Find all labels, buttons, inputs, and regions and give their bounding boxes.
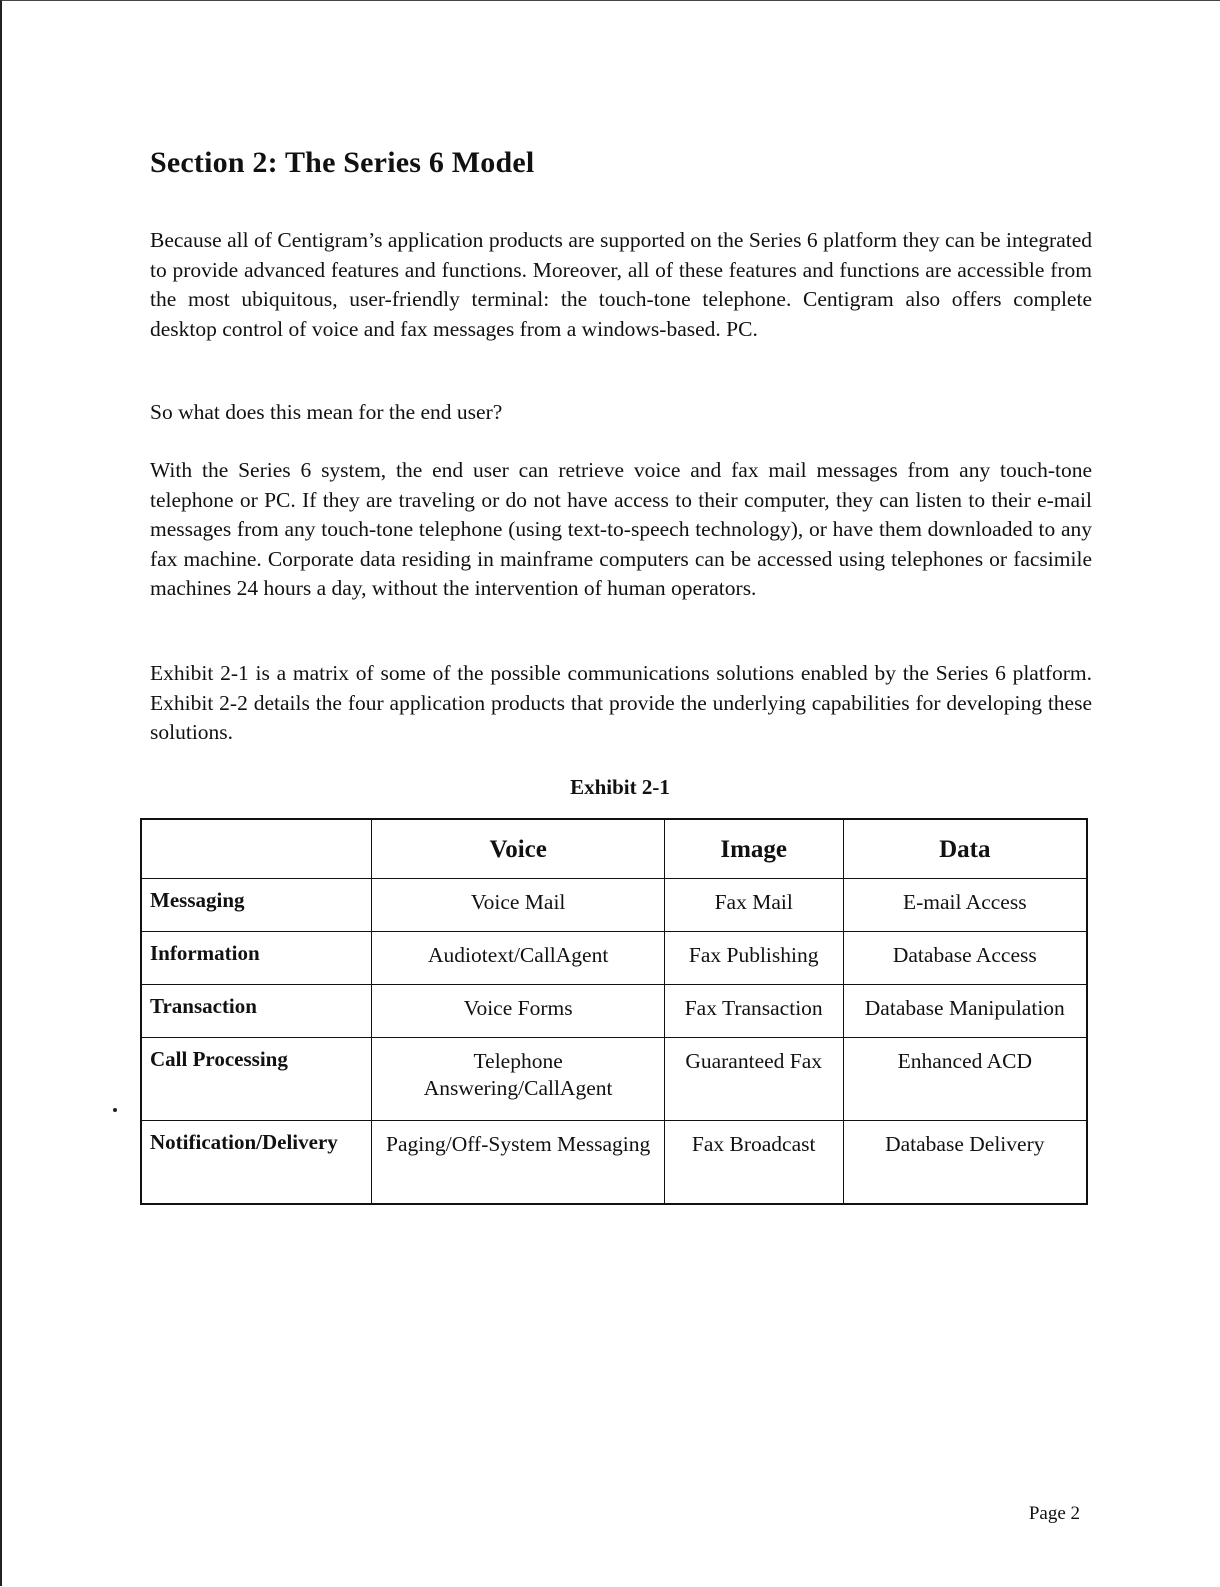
table-row: [141, 879, 1087, 932]
cell-voice: Voice Mail: [372, 879, 664, 932]
scan-speck: [113, 1108, 117, 1112]
paragraph-intro: Because all of Centigram’s application products are supported on the Series 6 platform they can be integrated to provide advanced features and functions. Moreover, all of these features and functions are accessible from the most ubiquitous, user-friendly terminal: the touch-tone telephone. Centigram also offers complete desktop control of voice and fax messages from a windows-based. PC.: [150, 228, 1092, 341]
cell-data: Database Manipulation: [843, 985, 1087, 1038]
row-label-information: Information: [141, 932, 372, 985]
paragraph-question: So what does this mean for the end user?: [150, 400, 503, 424]
cell-image: Fax Mail: [664, 879, 843, 932]
row-label-call-processing: Call Processing: [141, 1038, 372, 1121]
row-label-transaction: Transaction: [141, 985, 372, 1038]
cell-data: E-mail Access: [843, 879, 1087, 932]
cell-data: Database Access: [843, 932, 1087, 985]
row-label-notification-delivery: Notification/Delivery: [141, 1121, 372, 1205]
paragraph-end-user: With the Series 6 system, the end user can retrieve voice and fax mail messages from any touch-tone telephone or PC. If they are traveling or do not have access to their computer, they can listen to their e-mail messages from any touch-tone telephone (using text-to-speech technology), or have them downloaded to any fax machine. Corporate data residing in mainframe computers can be accessed using telephones or facsimile machines 24 hours a day, without the intervention of human operators.: [150, 458, 1092, 600]
exhibit-caption: Exhibit 2-1: [570, 775, 670, 799]
section-title: Section 2: The Series 6 Model: [150, 146, 535, 179]
table-row: [141, 1121, 1087, 1205]
cell-image: Fax Publishing: [664, 932, 843, 985]
header-voice: Voice: [372, 819, 664, 879]
header-data: Data: [843, 819, 1087, 879]
cell-image: Fax Broadcast: [664, 1121, 843, 1205]
cell-data: Database Delivery: [843, 1121, 1087, 1205]
cell-image: Guaranteed Fax: [664, 1038, 843, 1121]
table-header-row: [141, 819, 1087, 879]
cell-voice: Voice Forms: [372, 985, 664, 1038]
page-number: Page 2: [1028, 1503, 1080, 1524]
table-row: [141, 932, 1087, 985]
paragraph-exhibit-intro: Exhibit 2-1 is a matrix of some of the possible communications solutions enabled by the Series 6 platform. Exhibit 2-2 details the four application products that provide the underlying capabilities for developing these solutions.: [150, 661, 1092, 744]
cell-voice: Paging/Off-System Messaging: [372, 1121, 664, 1205]
cell-voice: Audiotext/CallAgent: [372, 932, 664, 985]
exhibit-matrix-table: [140, 818, 1088, 1205]
header-image: Image: [664, 819, 843, 879]
table-row: [141, 985, 1087, 1038]
cell-voice: Telephone Answering/CallAgent: [372, 1038, 664, 1121]
row-label-messaging: Messaging: [141, 879, 372, 932]
header-corner-cell: [141, 819, 372, 879]
cell-image: Fax Transaction: [664, 985, 843, 1038]
cell-data: Enhanced ACD: [843, 1038, 1087, 1121]
table-row: [141, 1038, 1087, 1121]
